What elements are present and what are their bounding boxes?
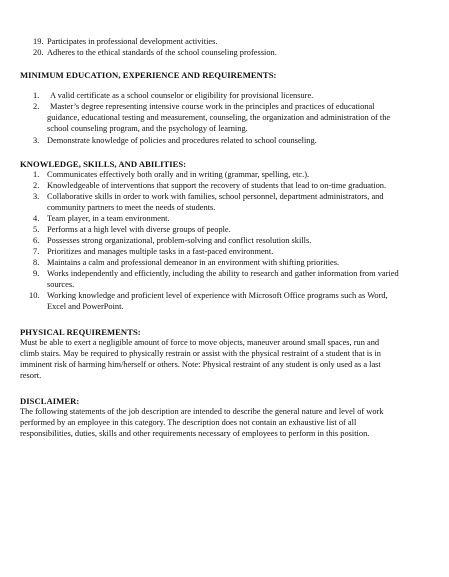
list-item-text: guidance, educational testing and measurement, counseling, the organization and administration of the [47,113,391,122]
list-item-text: Works independently and efficiently, including the ability to research and gather information from varied [47,269,399,278]
list-item-text: Performs at a high level with diverse groups of people. [47,225,231,234]
list-item-text: community partners to meet the needs of students. [47,203,216,212]
section-heading: DISCLAIMER: [20,396,80,406]
list-number: 7. [33,247,40,256]
list-item-text: Master’s degree representing intensive course work in the principles and practices of educational [50,102,375,111]
list-item-text: school counseling program, and the psychology of learning. [47,124,248,133]
list-number: 4. [33,214,40,223]
list-item-text: Knowledgeable of interventions that support the recovery of students that lead to on-time graduation. [47,181,387,190]
section-heading: MINIMUM EDUCATION, EXPERIENCE AND REQUIREMENTS: [20,70,277,80]
paragraph-line: resort. [20,371,42,380]
list-item-text: Maintains a calm and professional demeanor in an environment with shifting priorities. [47,258,340,267]
list-number: 2. [33,102,40,111]
list-number: 1. [33,91,40,100]
paragraph-line: responsibilities, duties, skills and other requirements necessary of employees to perform in this position. [20,429,370,438]
list-number: 8. [33,258,40,267]
list-item-text: Collaborative skills in order to work with families, school personnel, department administrators, and [47,192,384,201]
section-heading: PHYSICAL REQUIREMENTS: [20,327,141,337]
paragraph-line: imminent risk of harming him/herself or others. Note: Physical restraint of any student is only used as a last [20,360,381,369]
section-heading: KNOWLEDGE, SKILLS, AND ABILITIES: [20,159,187,169]
list-item-text: Communicates effectively both orally and in writing (grammar, spelling, etc.). [47,170,310,179]
list-number: 20. [33,48,44,57]
list-item-text: Possesses strong organizational, problem-solving and conflict resolution skills. [47,236,312,245]
list-item-text: Adheres to the ethical standards of the school counseling profession. [47,48,277,57]
paragraph-line: climb stairs. May be required to physically restrain or assist with the physical restraint of a student that is in [20,349,381,358]
paragraph-line: performed by an employee in this category. The description does not contain an exhaustive list of all [20,418,357,427]
list-item-text: Prioritizes and manages multiple tasks in a fast-paced environment. [47,247,274,256]
paragraph-line: The following statements of the job description are intended to describe the general nature and level of work [20,407,384,416]
list-number: 10. [29,291,40,300]
list-item-text: sources. [47,280,75,289]
list-item-text: A valid certificate as a school counselor or eligibility for provisional licensure. [50,91,314,100]
list-number: 2. [33,181,40,190]
list-number: 9. [33,269,40,278]
list-number: 6. [33,236,40,245]
list-number: 1. [33,170,40,179]
list-item-text: Working knowledge and proficient level of experience with Microsoft Office programs such as Word, [47,291,388,300]
paragraph-line: Must be able to exert a negligible amount of force to move objects, maneuver around small spaces, run and [20,338,380,347]
list-item-text: Participates in professional development activities. [47,37,218,46]
list-number: 3. [33,136,40,145]
list-number: 3. [33,192,40,201]
list-item-text: Team player, in a team environment. [47,214,170,223]
list-item-text: Demonstrate knowledge of policies and procedures related to school counseling. [47,136,317,145]
list-item-text: Excel and PowerPoint. [47,302,124,311]
list-number: 19. [33,37,44,46]
list-number: 5. [33,225,40,234]
